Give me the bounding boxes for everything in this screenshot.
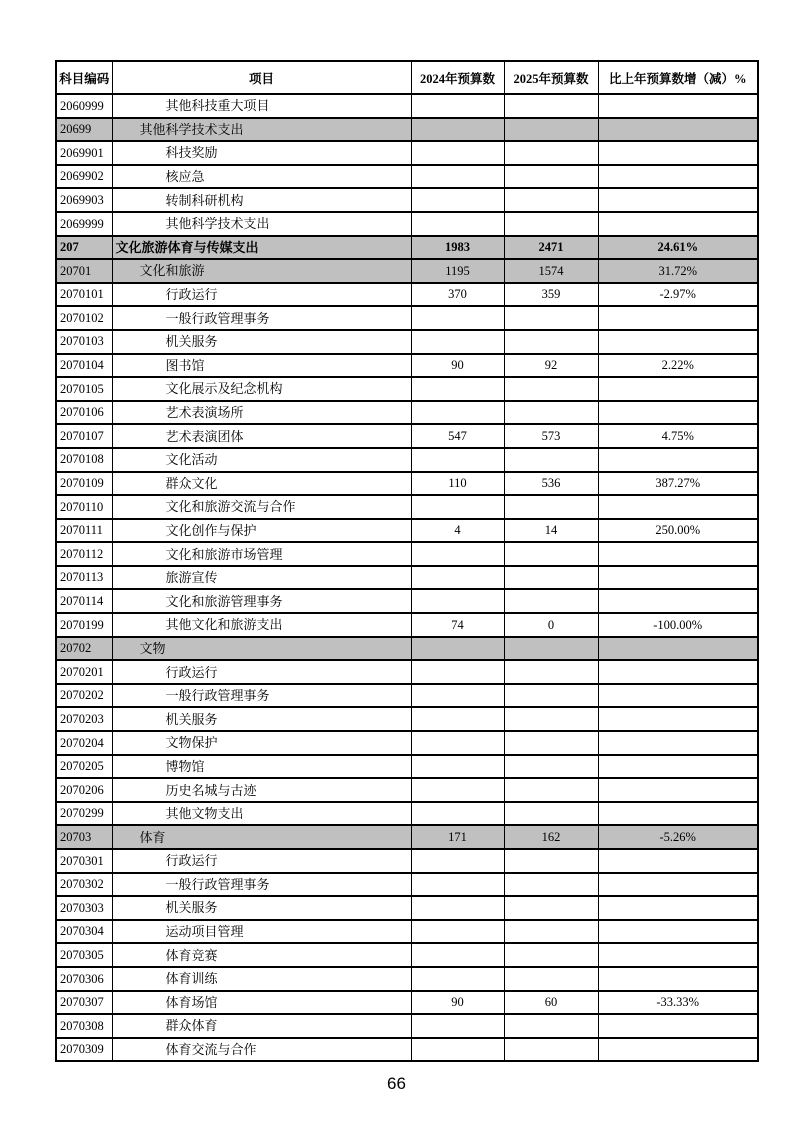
cell-y2024: 110 (411, 472, 504, 496)
header-row (56, 61, 758, 94)
cell-change (598, 212, 758, 236)
cell-code: 20702 (56, 637, 112, 661)
cell-code: 2070103 (56, 330, 112, 354)
cell-y2024: 547 (411, 424, 504, 448)
cell-y2024 (411, 377, 504, 401)
cell-change (598, 660, 758, 684)
cell-code: 2070308 (56, 1014, 112, 1038)
cell-name: 文化和旅游市场管理 (112, 542, 411, 566)
cell-name: 一般行政管理事务 (112, 873, 411, 897)
cell-y2025 (504, 141, 598, 165)
cell-change (598, 873, 758, 897)
cell-name: 文化和旅游管理事务 (112, 589, 411, 613)
cell-code: 2069903 (56, 188, 112, 212)
cell-change (598, 306, 758, 330)
cell-change: 250.00% (598, 519, 758, 543)
cell-code: 2070112 (56, 542, 112, 566)
cell-y2024 (411, 684, 504, 708)
table-row (56, 896, 758, 920)
table-row (56, 707, 758, 731)
cell-change: 31.72% (598, 259, 758, 283)
cell-y2025: 1574 (504, 259, 598, 283)
cell-y2025 (504, 967, 598, 991)
table-row (56, 165, 758, 189)
cell-y2025 (504, 94, 598, 118)
cell-name: 机关服务 (112, 330, 411, 354)
cell-y2024 (411, 849, 504, 873)
cell-name: 旅游宣传 (112, 566, 411, 590)
cell-y2024 (411, 731, 504, 755)
cell-name: 一般行政管理事务 (112, 684, 411, 708)
cell-y2025 (504, 943, 598, 967)
cell-change (598, 778, 758, 802)
table-row (56, 283, 758, 307)
cell-y2025 (504, 755, 598, 779)
cell-y2024 (411, 448, 504, 472)
cell-y2025: 359 (504, 283, 598, 307)
cell-name: 机关服务 (112, 896, 411, 920)
table-row (56, 259, 758, 283)
cell-name: 行政运行 (112, 660, 411, 684)
table-row (56, 755, 758, 779)
cell-y2024 (411, 778, 504, 802)
table-row (56, 684, 758, 708)
cell-name: 文物 (112, 637, 411, 661)
cell-y2024 (411, 165, 504, 189)
cell-name: 其他文化和旅游支出 (112, 613, 411, 637)
budget-table-body (56, 94, 758, 1061)
cell-change (598, 141, 758, 165)
cell-y2024 (411, 707, 504, 731)
cell-y2024: 90 (411, 991, 504, 1015)
cell-code: 2070107 (56, 424, 112, 448)
cell-change (598, 849, 758, 873)
cell-change: 2.22% (598, 354, 758, 378)
cell-name: 群众文化 (112, 472, 411, 496)
cell-name: 其他科技重大项目 (112, 94, 411, 118)
cell-y2024 (411, 94, 504, 118)
cell-name: 艺术表演团体 (112, 424, 411, 448)
cell-change (598, 707, 758, 731)
cell-y2025 (504, 1014, 598, 1038)
cell-y2025 (504, 401, 598, 425)
cell-y2024 (411, 306, 504, 330)
table-row (56, 448, 758, 472)
table-row (56, 401, 758, 425)
cell-code: 2069999 (56, 212, 112, 236)
cell-change: 387.27% (598, 472, 758, 496)
cell-code: 207 (56, 236, 112, 260)
cell-y2025 (504, 188, 598, 212)
cell-code: 2070299 (56, 802, 112, 826)
cell-code: 2070307 (56, 991, 112, 1015)
table-row (56, 354, 758, 378)
cell-name: 文化活动 (112, 448, 411, 472)
cell-y2025: 162 (504, 825, 598, 849)
cell-y2024: 171 (411, 825, 504, 849)
cell-name: 运动项目管理 (112, 920, 411, 944)
cell-y2025 (504, 778, 598, 802)
cell-name: 转制科研机构 (112, 188, 411, 212)
cell-y2025 (504, 637, 598, 661)
cell-change (598, 495, 758, 519)
cell-change (598, 637, 758, 661)
cell-y2025 (504, 566, 598, 590)
cell-code: 2070109 (56, 472, 112, 496)
table-row (56, 212, 758, 236)
cell-y2025 (504, 495, 598, 519)
cell-name: 体育场馆 (112, 991, 411, 1015)
cell-name: 历史名城与古迹 (112, 778, 411, 802)
cell-code: 2070108 (56, 448, 112, 472)
cell-y2025 (504, 920, 598, 944)
cell-y2024 (411, 873, 504, 897)
table-row (56, 1038, 758, 1062)
cell-name: 其他文物支出 (112, 802, 411, 826)
table-row (56, 94, 758, 118)
cell-change: -5.26% (598, 825, 758, 849)
cell-y2025 (504, 1038, 598, 1062)
cell-code: 20699 (56, 118, 112, 142)
cell-y2024 (411, 401, 504, 425)
cell-y2024 (411, 896, 504, 920)
cell-code: 2070113 (56, 566, 112, 590)
cell-y2025 (504, 448, 598, 472)
cell-code: 2070205 (56, 755, 112, 779)
table-row (56, 613, 758, 637)
cell-name: 体育 (112, 825, 411, 849)
cell-change: -33.33% (598, 991, 758, 1015)
table-row (56, 118, 758, 142)
cell-name: 文化创作与保护 (112, 519, 411, 543)
column-header-subject-code: 科目编码 (56, 61, 112, 94)
cell-y2024 (411, 637, 504, 661)
cell-change (598, 330, 758, 354)
cell-code: 2070110 (56, 495, 112, 519)
column-header-item: 项目 (112, 61, 411, 94)
cell-change (598, 967, 758, 991)
cell-code: 2070101 (56, 283, 112, 307)
cell-y2025 (504, 165, 598, 189)
cell-y2024: 74 (411, 613, 504, 637)
cell-y2025 (504, 802, 598, 826)
table-row (56, 424, 758, 448)
cell-y2025 (504, 212, 598, 236)
cell-code: 2070304 (56, 920, 112, 944)
cell-change (598, 165, 758, 189)
cell-name: 一般行政管理事务 (112, 306, 411, 330)
cell-y2024 (411, 188, 504, 212)
cell-code: 2070102 (56, 306, 112, 330)
cell-y2025 (504, 330, 598, 354)
cell-y2025 (504, 731, 598, 755)
table-row (56, 731, 758, 755)
cell-y2024 (411, 566, 504, 590)
cell-y2025 (504, 118, 598, 142)
cell-code: 20701 (56, 259, 112, 283)
cell-y2025 (504, 896, 598, 920)
table-row (56, 306, 758, 330)
cell-y2025: 536 (504, 472, 598, 496)
table-row (56, 967, 758, 991)
table-row (56, 991, 758, 1015)
table-row (56, 873, 758, 897)
cell-y2024 (411, 967, 504, 991)
cell-change (598, 118, 758, 142)
cell-change (598, 188, 758, 212)
cell-y2024 (411, 660, 504, 684)
column-header-change-percent: 比上年预算数增（减）% (598, 61, 758, 94)
table-row (56, 660, 758, 684)
table-row (56, 377, 758, 401)
cell-code: 2070206 (56, 778, 112, 802)
cell-y2024: 4 (411, 519, 504, 543)
cell-change (598, 1038, 758, 1062)
cell-y2025 (504, 306, 598, 330)
cell-name: 博物馆 (112, 755, 411, 779)
cell-change (598, 401, 758, 425)
cell-name: 群众体育 (112, 1014, 411, 1038)
cell-name: 核应急 (112, 165, 411, 189)
page-number: 66 (387, 1074, 406, 1093)
cell-y2025: 92 (504, 354, 598, 378)
cell-y2025: 0 (504, 613, 598, 637)
cell-name: 文化展示及纪念机构 (112, 377, 411, 401)
table-row (56, 519, 758, 543)
cell-change: -2.97% (598, 283, 758, 307)
cell-code: 2070111 (56, 519, 112, 543)
cell-code: 2070305 (56, 943, 112, 967)
cell-y2025: 60 (504, 991, 598, 1015)
cell-y2024 (411, 589, 504, 613)
cell-y2025 (504, 542, 598, 566)
cell-change (598, 755, 758, 779)
cell-name: 文化旅游体育与传媒支出 (112, 236, 411, 260)
cell-y2025: 2471 (504, 236, 598, 260)
table-row (56, 330, 758, 354)
table-row (56, 920, 758, 944)
table-row (56, 236, 758, 260)
cell-code: 2070301 (56, 849, 112, 873)
cell-y2024 (411, 943, 504, 967)
cell-y2024 (411, 1038, 504, 1062)
cell-y2025 (504, 849, 598, 873)
cell-code: 2070306 (56, 967, 112, 991)
table-row (56, 566, 758, 590)
table-row (56, 802, 758, 826)
cell-y2024: 370 (411, 283, 504, 307)
cell-name: 体育训练 (112, 967, 411, 991)
cell-code: 2060999 (56, 94, 112, 118)
column-header-budget-2025: 2025年预算数 (504, 61, 598, 94)
cell-change (598, 94, 758, 118)
cell-code: 2070204 (56, 731, 112, 755)
cell-change (598, 802, 758, 826)
cell-y2025: 573 (504, 424, 598, 448)
cell-y2024 (411, 141, 504, 165)
table-row (56, 542, 758, 566)
cell-change (598, 542, 758, 566)
cell-name: 艺术表演场所 (112, 401, 411, 425)
cell-y2024 (411, 495, 504, 519)
cell-change (598, 896, 758, 920)
cell-name: 体育竞赛 (112, 943, 411, 967)
cell-name: 科技奖励 (112, 141, 411, 165)
cell-name: 文化和旅游 (112, 259, 411, 283)
budget-table (55, 60, 759, 1062)
cell-name: 行政运行 (112, 283, 411, 307)
table-row (56, 589, 758, 613)
cell-y2024: 1983 (411, 236, 504, 260)
cell-code: 2069902 (56, 165, 112, 189)
cell-name: 体育交流与合作 (112, 1038, 411, 1062)
cell-code: 2070199 (56, 613, 112, 637)
cell-change: 24.61% (598, 236, 758, 260)
cell-code: 2070303 (56, 896, 112, 920)
column-header-budget-2024: 2024年预算数 (411, 61, 504, 94)
cell-y2024 (411, 802, 504, 826)
table-row (56, 849, 758, 873)
cell-code: 2070302 (56, 873, 112, 897)
cell-y2025 (504, 377, 598, 401)
cell-code: 2070114 (56, 589, 112, 613)
cell-y2024 (411, 755, 504, 779)
cell-change (598, 1014, 758, 1038)
cell-code: 2070105 (56, 377, 112, 401)
table-row (56, 825, 758, 849)
cell-y2024 (411, 542, 504, 566)
cell-change: -100.00% (598, 613, 758, 637)
cell-y2024 (411, 330, 504, 354)
cell-code: 2070106 (56, 401, 112, 425)
cell-y2025 (504, 684, 598, 708)
cell-code: 2070202 (56, 684, 112, 708)
cell-code: 2070309 (56, 1038, 112, 1062)
table-row (56, 495, 758, 519)
cell-name: 行政运行 (112, 849, 411, 873)
cell-code: 2070201 (56, 660, 112, 684)
cell-change (598, 377, 758, 401)
cell-change (598, 920, 758, 944)
table-row (56, 1014, 758, 1038)
cell-y2024 (411, 212, 504, 236)
cell-y2024 (411, 118, 504, 142)
cell-change: 4.75% (598, 424, 758, 448)
cell-change (598, 589, 758, 613)
cell-y2025: 14 (504, 519, 598, 543)
cell-y2025 (504, 873, 598, 897)
cell-name: 图书馆 (112, 354, 411, 378)
table-row (56, 943, 758, 967)
table-row (56, 472, 758, 496)
cell-change (598, 566, 758, 590)
cell-y2024 (411, 1014, 504, 1038)
table-row (56, 141, 758, 165)
cell-code: 2070104 (56, 354, 112, 378)
cell-change (598, 943, 758, 967)
cell-y2025 (504, 589, 598, 613)
cell-name: 其他科学技术支出 (112, 118, 411, 142)
table-row (56, 637, 758, 661)
cell-code: 2069901 (56, 141, 112, 165)
cell-y2025 (504, 660, 598, 684)
cell-code: 2070203 (56, 707, 112, 731)
cell-change (598, 731, 758, 755)
table-row (56, 778, 758, 802)
cell-y2024: 90 (411, 354, 504, 378)
cell-code: 20703 (56, 825, 112, 849)
table-row (56, 188, 758, 212)
cell-change (598, 684, 758, 708)
cell-name: 文化和旅游交流与合作 (112, 495, 411, 519)
cell-y2025 (504, 707, 598, 731)
cell-name: 机关服务 (112, 707, 411, 731)
cell-name: 文物保护 (112, 731, 411, 755)
budget-table-header (56, 61, 758, 94)
cell-name: 其他科学技术支出 (112, 212, 411, 236)
cell-change (598, 448, 758, 472)
cell-y2024 (411, 920, 504, 944)
cell-y2024: 1195 (411, 259, 504, 283)
